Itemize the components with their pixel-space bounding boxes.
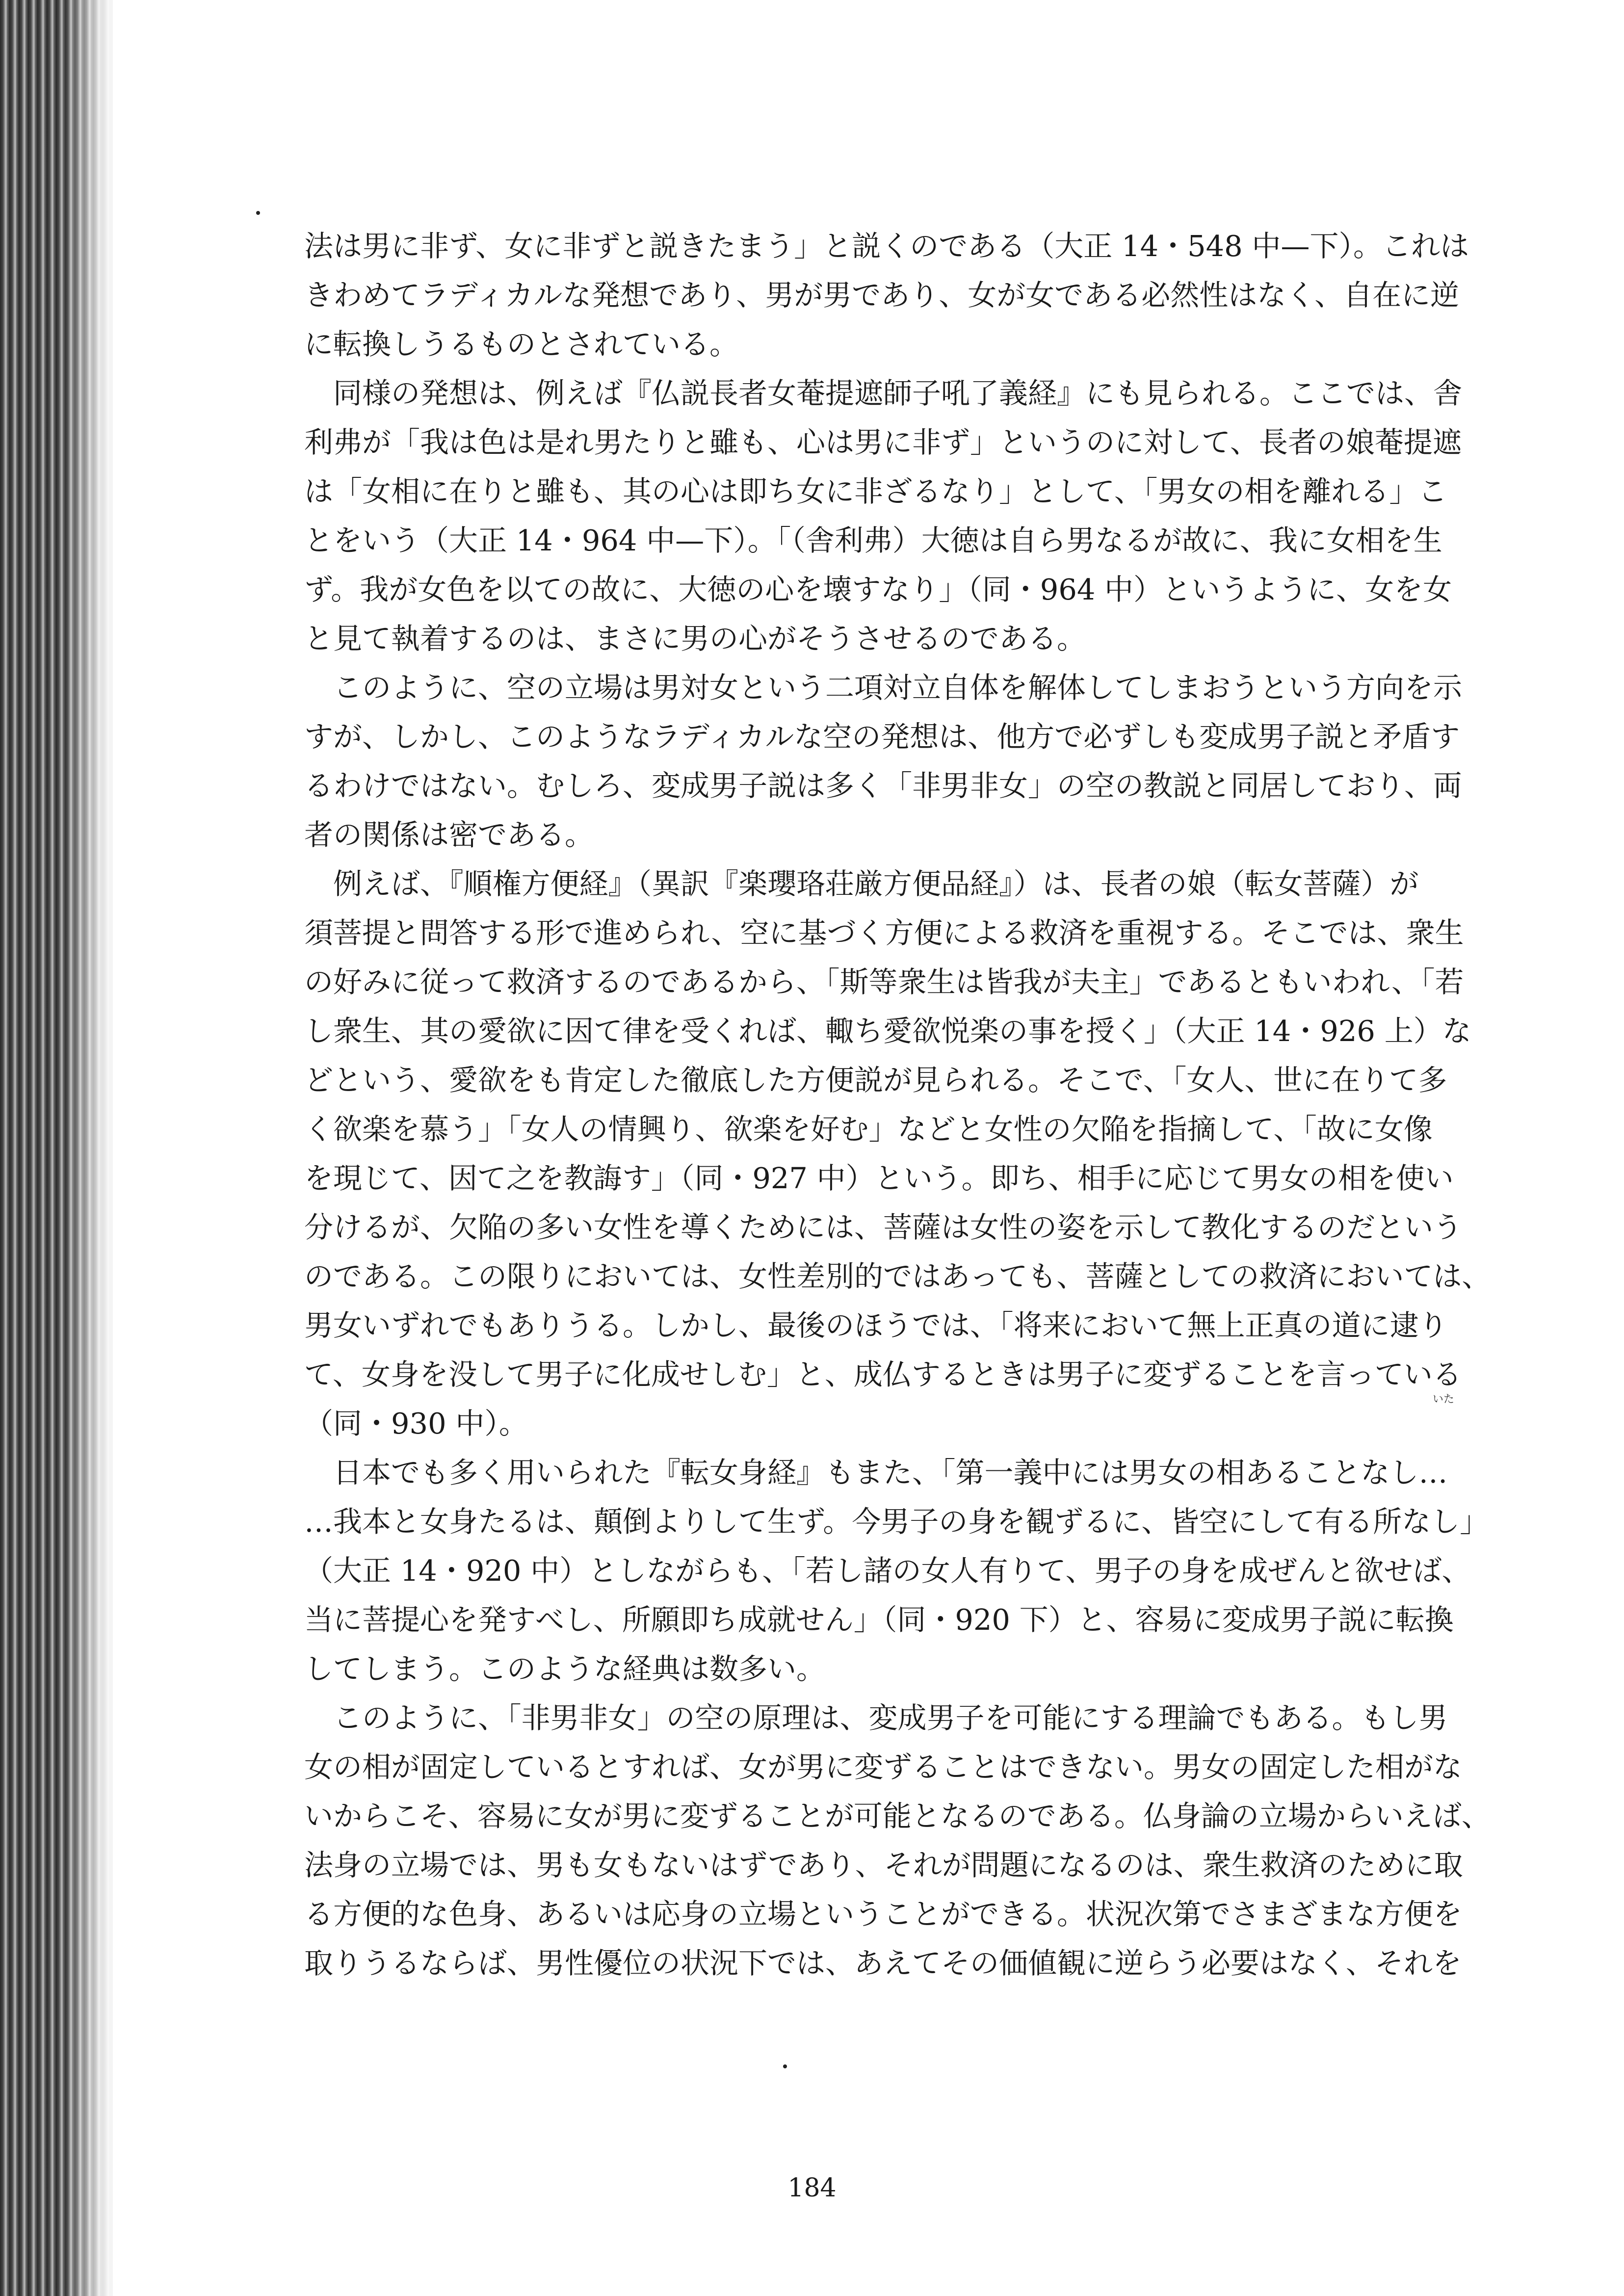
text-line: ず。我が女色を以ての故に、大徳の心を壊すなり」（同・964 中）というように、女を女 bbox=[304, 573, 1452, 606]
text-line: 取りうるならば、男性優位の状況下では、あえてその価値観に逆らう必要はなく、それを bbox=[304, 1946, 1462, 1980]
text-line: を現じて、因て之を教誨す」（同・927 中）という。即ち、相手に応じて男女の相を使い bbox=[304, 1161, 1454, 1195]
text-line: は「女相に在りと雖も、其の心は即ち女に非ざるなり」として、「男女の相を離れる」こ bbox=[304, 474, 1447, 508]
furigana-annotation: いた bbox=[1433, 1393, 1455, 1406]
text-line: 法身の立場では、男も女もないはずであり、それが問題になるのは、衆生救済のために取 bbox=[304, 1848, 1463, 1882]
text-line: 利弗が「我は色は是れ男たりと雖も、心は男に非ず」というのに対して、長者の娘菴提遮 bbox=[304, 425, 1462, 459]
text-line: に転換しうるものとされている。 bbox=[304, 327, 739, 361]
text-line: 者の関係は密である。 bbox=[304, 818, 594, 852]
text-line: の好みに従って救済するのであるから、「斯等衆生は皆我が夫主」であるともいわれ、「若 bbox=[304, 965, 1464, 999]
text-line: と見て執着するのは、まさに男の心がそうさせるのである。 bbox=[304, 622, 1086, 655]
text-line: （同・930 中）。 bbox=[304, 1407, 528, 1440]
text-line: 女の相が固定しているとすれば、女が男に変ずることはできない。男女の固定した相がな bbox=[304, 1750, 1463, 1784]
paragraph-first-line: 同様の発想は、例えば『仏説長者女菴提遮師子吼了義経』にも見られる。ここでは、舎 bbox=[333, 376, 1463, 410]
text-line: 法は男に非ず、女に非ずと説きたまう」と説くのである（大正 14・548 中—下）。これは bbox=[304, 229, 1469, 263]
text-line: いからこそ、容易に女が男に変ずることが可能となるのである。仏身論の立場からいえば、 bbox=[304, 1799, 1491, 1833]
paragraph-first-line: 日本でも多く用いられた『転女身経』もまた、「第一義中には男女の相あることなし… bbox=[333, 1456, 1448, 1489]
text-line: 男女いずれでもありうる。しかし、最後のほうでは、「将来において無上正真の道に逮り bbox=[304, 1308, 1448, 1342]
text-line: 分けるが、欠陥の多い女性を導くためには、菩薩は女性の姿を示して教化するのだという bbox=[304, 1210, 1463, 1244]
paragraph-first-line: 例えば、『順権方便経』（異訳『楽瓔珞荘厳方便品経』）は、長者の娘（転女菩薩）が bbox=[333, 867, 1419, 901]
text-line: とをいう（大正 14・964 中—下）。「（舎利弗）大徳は自ら男なるが故に、我に女相を生 bbox=[304, 523, 1442, 557]
text-line: どという、愛欲をも肯定した徹底した方便説が見られる。そこで、「女人、世に在りて多 bbox=[304, 1063, 1447, 1097]
text-line: 当に菩提心を発すべし、所願即ち成就せん」（同・920 下）と、容易に変成男子説に転換 bbox=[304, 1603, 1454, 1637]
text-line: …我本と女身たるは、顛倒よりして生ず。今男子の身を観ずるに、皆空にして有る所なし」 bbox=[304, 1505, 1489, 1539]
text-line: し衆生、其の愛欲に因て律を受くれば、輙ち愛欲悦楽の事を授く」（大正 14・926 上）な bbox=[304, 1014, 1471, 1048]
text-line: してしまう。このような経典は数多い。 bbox=[304, 1652, 826, 1686]
scan-speck bbox=[256, 211, 260, 215]
page-number: 184 bbox=[787, 2173, 837, 2203]
text-line: 須菩提と問答する形で進められ、空に基づく方便による救済を重視する。そこでは、衆生 bbox=[304, 916, 1464, 950]
page-body bbox=[304, 222, 1491, 1988]
text-line: のである。この限りにおいては、女性差別的ではあっても、菩薩としての救済においては、 bbox=[304, 1259, 1491, 1293]
paragraph-first-line: このように、「非男非女」の空の原理は、変成男子を可能にする理論でもある。もし男 bbox=[333, 1701, 1448, 1735]
text-line: （大正 14・920 中）としながらも、「若し諸の女人有りて、男子の身を成ぜんと欲せば、 bbox=[304, 1554, 1471, 1588]
text-line: く欲楽を慕う」「女人の情興り、欲楽を好む」などと女性の欠陥を指摘して、「故に女像 bbox=[304, 1112, 1433, 1146]
scan-speck bbox=[783, 2064, 787, 2068]
text-line: るわけではない。むしろ、変成男子説は多く「非男非女」の空の教説と同居しており、両 bbox=[304, 769, 1463, 803]
scan-shadow-fade bbox=[64, 0, 118, 2296]
text-line: きわめてラディカルな発想であり、男が男であり、女が女である必然性はなく、自在に逆 bbox=[304, 278, 1460, 312]
paragraph-first-line: このように、空の立場は男対女という二項対立自体を解体してしまおうという方向を示 bbox=[333, 671, 1463, 704]
text-line: すが、しかし、このようなラディカルな空の発想は、他方で必ずしも変成男子説と矛盾す bbox=[304, 720, 1460, 754]
text-line: る方便的な色身、あるいは応身の立場ということができる。状況次第でさまざまな方便を bbox=[304, 1897, 1463, 1931]
text-line: て、女身を没して男子に化成せしむ」と、成仏するときは男子に変ずることを言っている bbox=[304, 1357, 1462, 1391]
